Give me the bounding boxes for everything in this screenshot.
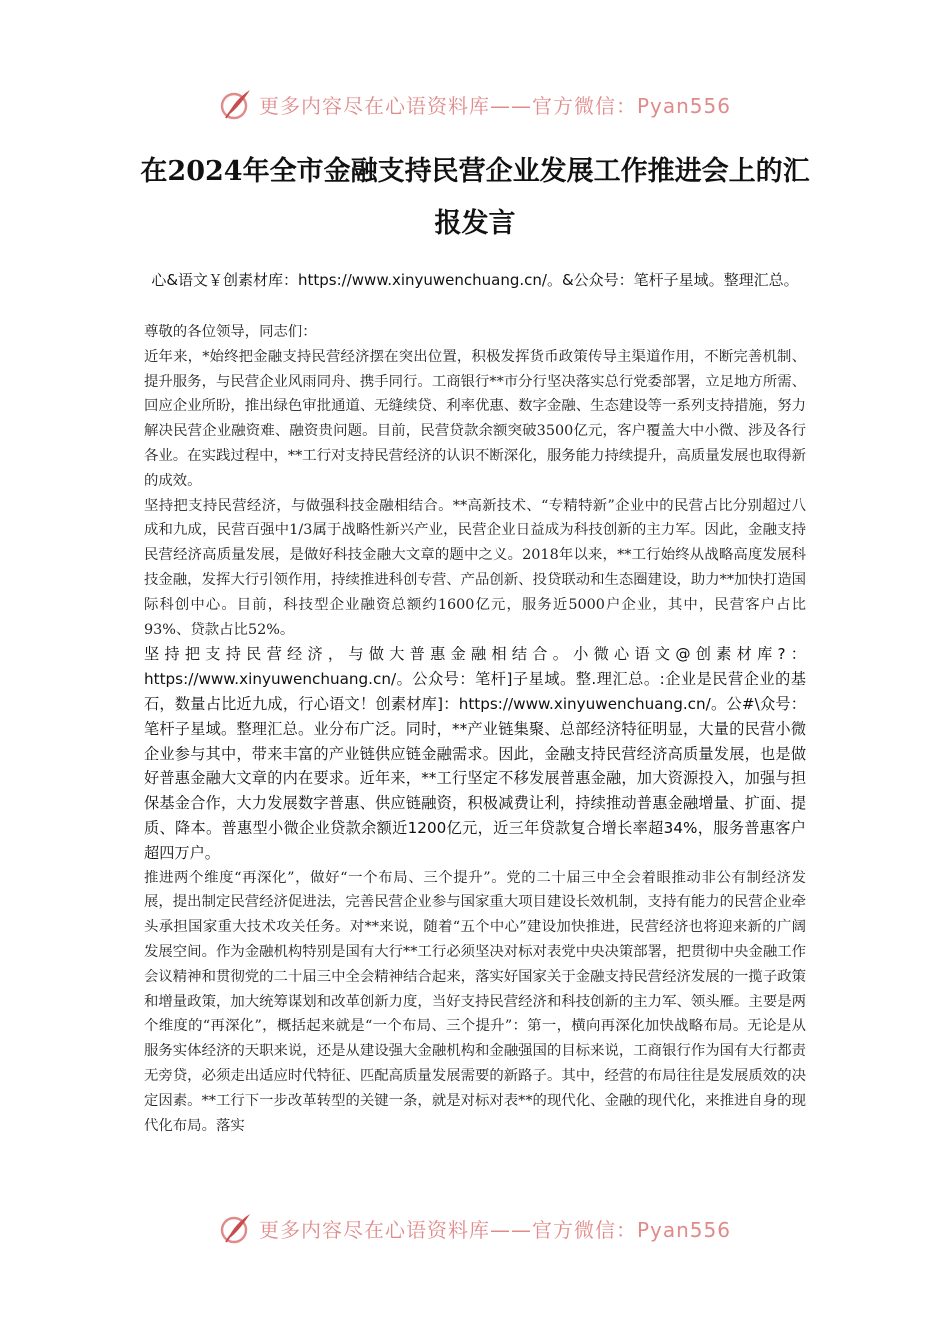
paragraph-inclusive-finance: 坚持把支持民营经济，与做大普惠金融相结合。小微心语文@创素材库?：https://www.xinyuwenchuang.cn/。公众号：笔杆]子星域。整.理汇总。:企业是民营企业的基石，数量占比近九成，行心语文！创素材库]：https://www.xinyuwenchuang.cn/。公#\众号：笔杆子星域。整理汇总。业分布广泛。同时，**产业链集聚、总部经济特征明显，大量的民营小微企业参与其中，带来丰富的产业链供应链金融需求。因此，金融支持民营经济高质量发展，也是做好普惠金融大文章的内在要求。近年来，**工行坚定不移发展普惠金融，加大资源投入，加强与担保基金合作，大力发展数字普惠、供应链融资，积极减费让利，持续推动普惠金融增量、扩面、提质、降本。普惠型小微企业贷款余额近1200亿元，近三年贷款复合增长率超34%，服务普惠客户超四万户。 <box>144 645 806 862</box>
paragraph-deepen: 推进两个维度“再深化”，做好“一个布局、三个提升”。党的二十届三中全会着眼推动非公有制经济发展，提出制定民营经济促进法，完善民营企业参与国家重大项目建设长效机制，支持有能力的民营企业牵头承担国家重大技术攻关任务。对**来说，随着“五个中心”建设加快推进，民营经济也将迎来新的广阔发展空间。作为金融机构特别是国有大行**工行必须坚决对标对表党中央决策部署，把贯彻中央金融工作会议精神和贯彻党的二十届三中全会精神结合起来，落实好国家关于金融支持民营经济发展的一揽子政策和增量政策，加大统筹谋划和改革创新力度，当好支持民营经济和科技创新的主力军、领头雁。主要是两个维度的“再深化”，概括起来就是“一个布局、三个提升”：第一，横向再深化加快战略布局。无论是从服务实体经济的天职来说，还是从建设强大金融机构和金融强国的目标来说，工商银行作为国有大行都责无旁贷，必须走出适应时代特征、匹配高质量发展需要的新路子。其中，经营的布局往往是发展质效的决定因素。**工行下一步改革转型的关键一条，就是对标对表**的现代化、金融的现代化，来推进自身的现代化布局。落实 <box>144 869 806 1134</box>
footer-watermark-banner <box>0 1208 950 1248</box>
header-watermark-banner <box>0 84 950 124</box>
quill-logo-icon <box>219 1211 253 1245</box>
document-body <box>144 320 806 1138</box>
banner-text: 更多内容尽在心语资料库——官方微信：Pyan556 <box>258 93 731 118</box>
quill-logo-icon <box>219 87 253 121</box>
salutation: 尊敬的各位领导，同志们： <box>144 324 317 340</box>
source-line: 心&语文￥创素材库：https://www.xinyuwenchuang.cn/。&公众号：笔杆子星域。整理汇总。 <box>151 271 799 289</box>
paragraph-tech-finance: 坚持把支持民营经济，与做强科技金融相结合。**高新技术、“专精特新”企业中的民营占比分别超过八成和九成，民营百强中1/3属于战略性新兴产业，民营企业日益成为科技创新的主力军。因此，金融支持民营经济高质量发展，是做好科技金融大文章的题中之义。2018年以来，**工行始终从战略高度发展科技金融，发挥大行引领作用，持续推进科创专营、产品创新、投贷联动和生态圈建设，助力**加快打造国际科创中心。目前，科技型企业融资总额约1600亿元，服务近5000户企业，其中，民营客户占比93%、贷款占比52%。 <box>144 497 806 638</box>
banner-text: 更多内容尽在心语资料库——官方微信：Pyan556 <box>258 1217 731 1242</box>
paragraph-intro: 近年来，*始终把金融支持民营经济摆在突出位置，积极发挥货币政策传导主渠道作用，不断完善机制、提升服务，与民营企业风雨同舟、携手同行。工商银行**市分行坚决落实总行党委部署，立足地方所需、回应企业所盼，推出绿色审批通道、无缝续贷、利率优惠、数字金融、生态建设等一系列支持措施，努力解决民营企业融资难、融资贵问题。目前，民营贷款余额突破3500亿元，客户覆盖大中小微、涉及各行各业。在实践过程中，**工行对支持民营经济的认识不断深化，服务能力持续提升，高质量发展也取得新的成效。 <box>144 348 806 489</box>
document-title: 在2024年全市金融支持民营企业发展工作推进会上的汇报发言 <box>140 156 810 239</box>
